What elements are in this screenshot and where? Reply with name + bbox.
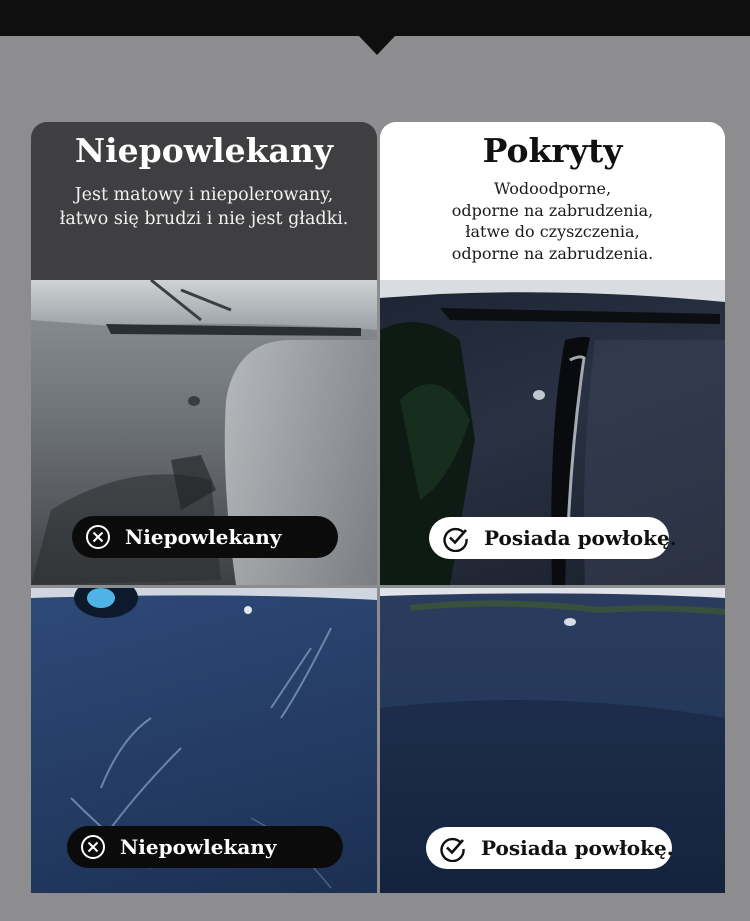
badge-label: Posiada powłokę.	[481, 836, 674, 860]
description-line: Wodoodporne,	[493, 179, 612, 198]
coated-description	[380, 178, 725, 264]
uncoated-badge-bottom	[67, 826, 343, 868]
x-circle-icon	[85, 524, 111, 550]
top-bar	[0, 0, 750, 36]
badge-label: Posiada powłokę.	[484, 526, 677, 550]
coated-badge-bottom	[426, 827, 672, 869]
uncoated-header	[31, 122, 377, 280]
coated-title: Pokryty	[482, 131, 623, 170]
description-line: odporne na zabrudzenia.	[451, 243, 654, 263]
x-circle-icon	[80, 834, 106, 860]
description-line: łatwo się brudzi i nie jest gładki.	[59, 209, 349, 229]
coated-badge-top	[429, 517, 677, 559]
top-bar-notch	[359, 36, 395, 55]
coated-header	[380, 122, 725, 280]
check-circle-icon	[439, 834, 467, 862]
uncoated-description	[31, 183, 377, 231]
uncoated-badge-top	[72, 516, 338, 558]
uncoated-title: Niepowlekany	[74, 131, 334, 170]
description-line: odporne na zabrudzenia,	[451, 200, 654, 220]
badge-label: Niepowlekany	[125, 525, 282, 549]
check-circle-icon	[442, 524, 470, 552]
description-line: Jest matowy i niepolerowany,	[74, 185, 334, 205]
badge-label: Niepowlekany	[120, 835, 277, 859]
description-line: łatwe do czyszczenia,	[465, 222, 640, 241]
